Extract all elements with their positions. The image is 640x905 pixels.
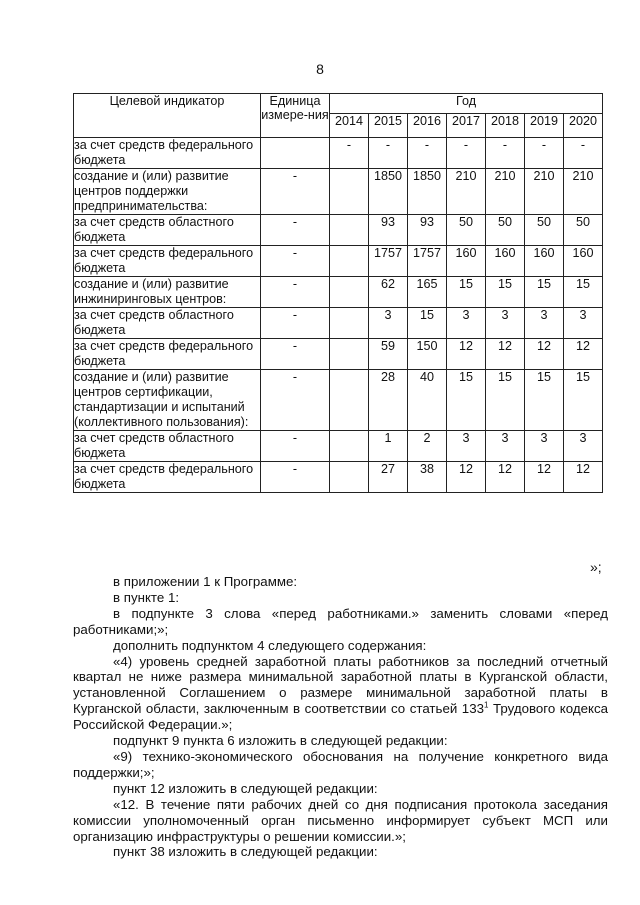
table-row — [74, 462, 603, 493]
unit-cell: - — [261, 370, 330, 431]
year-header: 2020 — [564, 114, 603, 138]
table-row — [74, 169, 603, 215]
value-cell: 15 — [564, 277, 603, 308]
value-cell: 210 — [486, 169, 525, 215]
unit-cell: - — [261, 431, 330, 462]
year-header: 2016 — [408, 114, 447, 138]
value-cell: 12 — [525, 462, 564, 493]
year-header: 2017 — [447, 114, 486, 138]
value-cell: 15 — [486, 370, 525, 431]
paragraph: в приложении 1 к Программе: — [113, 574, 298, 589]
table-body — [74, 138, 603, 493]
value-cell: - — [447, 138, 486, 169]
value-cell: 160 — [525, 246, 564, 277]
value-cell: 3 — [525, 308, 564, 339]
table-row — [74, 370, 603, 431]
value-cell: 3 — [564, 308, 603, 339]
value-cell: 50 — [447, 215, 486, 246]
paragraph: пункт 38 изложить в следующей редакции: — [113, 844, 378, 860]
value-cell: - — [408, 138, 447, 169]
value-cell: 3 — [564, 431, 603, 462]
value-cell: - — [369, 138, 408, 169]
value-cell: 62 — [369, 277, 408, 308]
paragraph: в пункте 1: — [113, 589, 180, 605]
indicator-name-cell: за счет средств федерального бюджета — [74, 462, 261, 493]
unit-cell: - — [261, 215, 330, 246]
value-cell: 28 — [369, 370, 408, 431]
table-row — [74, 215, 603, 246]
value-cell: 50 — [525, 215, 564, 246]
document-body — [73, 574, 608, 860]
value-cell: 1757 — [369, 246, 408, 277]
value-cell: 1850 — [408, 169, 447, 215]
indicator-name-cell: за счет средств областного бюджета — [74, 308, 261, 339]
indicator-name-cell: за счет средств областного бюджета — [74, 431, 261, 462]
year-header: 2015 — [369, 114, 408, 138]
unit-column-header: Единица измере-ния — [261, 94, 330, 138]
value-cell: 12 — [447, 339, 486, 370]
value-cell — [330, 370, 369, 431]
year-group-header: Год — [330, 94, 603, 114]
value-cell: 15 — [525, 277, 564, 308]
value-cell: 40 — [408, 370, 447, 431]
year-header: 2019 — [525, 114, 564, 138]
unit-cell: - — [261, 169, 330, 215]
superscript: 1 — [484, 700, 489, 710]
value-cell: 1850 — [369, 169, 408, 215]
value-cell: 15 — [564, 370, 603, 431]
value-cell: 1757 — [408, 246, 447, 277]
unit-cell: - — [261, 462, 330, 493]
value-cell: 3 — [486, 308, 525, 339]
value-cell: - — [330, 138, 369, 169]
value-cell: - — [486, 138, 525, 169]
value-cell: 3 — [447, 308, 486, 339]
value-cell: 12 — [486, 462, 525, 493]
value-cell — [330, 431, 369, 462]
paragraph: подпункт 9 пункта 6 изложить в следующей редакции: — [113, 733, 448, 749]
value-cell: 160 — [486, 246, 525, 277]
value-cell — [330, 169, 369, 215]
table-row — [74, 277, 603, 308]
year-header: 2014 — [330, 114, 369, 138]
value-cell: 3 — [369, 308, 408, 339]
value-cell: 93 — [369, 215, 408, 246]
value-cell: 160 — [564, 246, 603, 277]
value-cell: 210 — [525, 169, 564, 215]
value-cell: 50 — [564, 215, 603, 246]
value-cell: 210 — [447, 169, 486, 215]
indicator-name-cell: создание и (или) развитие инжиниринговых центров: — [74, 277, 261, 308]
paragraph-text: «4) уровень средней заработной платы работников за последний отчетный квартал не ниже размера минимальной заработной платы в Курганской области, установленной Соглашением о размере минимальной заработной платы в Курганской области, заключенным в соответствии со статьей 133 — [73, 653, 608, 717]
value-cell: 15 — [447, 277, 486, 308]
value-cell — [330, 246, 369, 277]
value-cell: - — [525, 138, 564, 169]
value-cell: 93 — [408, 215, 447, 246]
value-cell — [330, 277, 369, 308]
paragraph-text: Трудового кодекса Российской Федерации.»; — [73, 701, 609, 733]
value-cell: - — [564, 138, 603, 169]
unit-cell — [261, 138, 330, 169]
value-cell: 15 — [447, 370, 486, 431]
value-cell — [330, 308, 369, 339]
closing-quote: »; — [590, 559, 602, 575]
value-cell: 27 — [369, 462, 408, 493]
paragraph: в подпункте 3 слова «перед работниками.» заменить словами «перед работниками;»; — [73, 605, 608, 637]
value-cell: 210 — [564, 169, 603, 215]
value-cell: 15 — [408, 308, 447, 339]
indicator-name-cell: создание и (или) развитие центров сертификации, стандартизации и испытаний (коллективного пользования): — [74, 370, 261, 431]
value-cell: 15 — [525, 370, 564, 431]
paragraph: пункт 12 изложить в следующей редакции: — [113, 780, 378, 796]
value-cell: 12 — [564, 462, 603, 493]
table-row — [74, 246, 603, 277]
paragraph — [73, 654, 608, 734]
value-cell — [330, 339, 369, 370]
year-header: 2018 — [486, 114, 525, 138]
unit-cell: - — [261, 246, 330, 277]
paragraph: «9) технико-экономического обоснования на получение конкретного вида поддержки;»; — [73, 748, 608, 780]
value-cell: 59 — [369, 339, 408, 370]
value-cell: 12 — [564, 339, 603, 370]
table-row — [74, 308, 603, 339]
value-cell: 50 — [486, 215, 525, 246]
table-row — [74, 431, 603, 462]
value-cell: 150 — [408, 339, 447, 370]
value-cell: 12 — [525, 339, 564, 370]
unit-cell: - — [261, 308, 330, 339]
value-cell: 12 — [447, 462, 486, 493]
value-cell — [330, 462, 369, 493]
page-number: 8 — [316, 61, 324, 77]
paragraph: «12. В течение пяти рабочих дней со дня подписания протокола заседания комиссии уполномоченный орган письменно информирует субъект МСП или организацию инфраструктуры о решении комиссии.»; — [73, 796, 608, 844]
paragraph: дополнить подпунктом 4 следующего содержания: — [113, 637, 427, 653]
value-cell: 3 — [486, 431, 525, 462]
indicator-name-cell: за счет средств федерального бюджета — [74, 246, 261, 277]
table-row — [74, 138, 603, 169]
value-cell: 160 — [447, 246, 486, 277]
value-cell: 2 — [408, 431, 447, 462]
indicator-name-cell: за счет средств федерального бюджета — [74, 138, 261, 169]
indicator-column-header: Целевой индикатор — [74, 94, 261, 138]
unit-cell: - — [261, 277, 330, 308]
value-cell: 1 — [369, 431, 408, 462]
table-row — [74, 339, 603, 370]
value-cell: 12 — [486, 339, 525, 370]
value-cell: 15 — [486, 277, 525, 308]
value-cell — [330, 215, 369, 246]
unit-cell: - — [261, 339, 330, 370]
table-header-row — [74, 94, 603, 114]
value-cell: 38 — [408, 462, 447, 493]
indicator-name-cell: создание и (или) развитие центров поддержки предпринимательства: — [74, 169, 261, 215]
value-cell: 3 — [447, 431, 486, 462]
indicators-table — [73, 93, 603, 493]
value-cell: 165 — [408, 277, 447, 308]
value-cell: 3 — [525, 431, 564, 462]
indicator-name-cell: за счет средств областного бюджета — [74, 215, 261, 246]
indicator-name-cell: за счет средств федерального бюджета — [74, 339, 261, 370]
